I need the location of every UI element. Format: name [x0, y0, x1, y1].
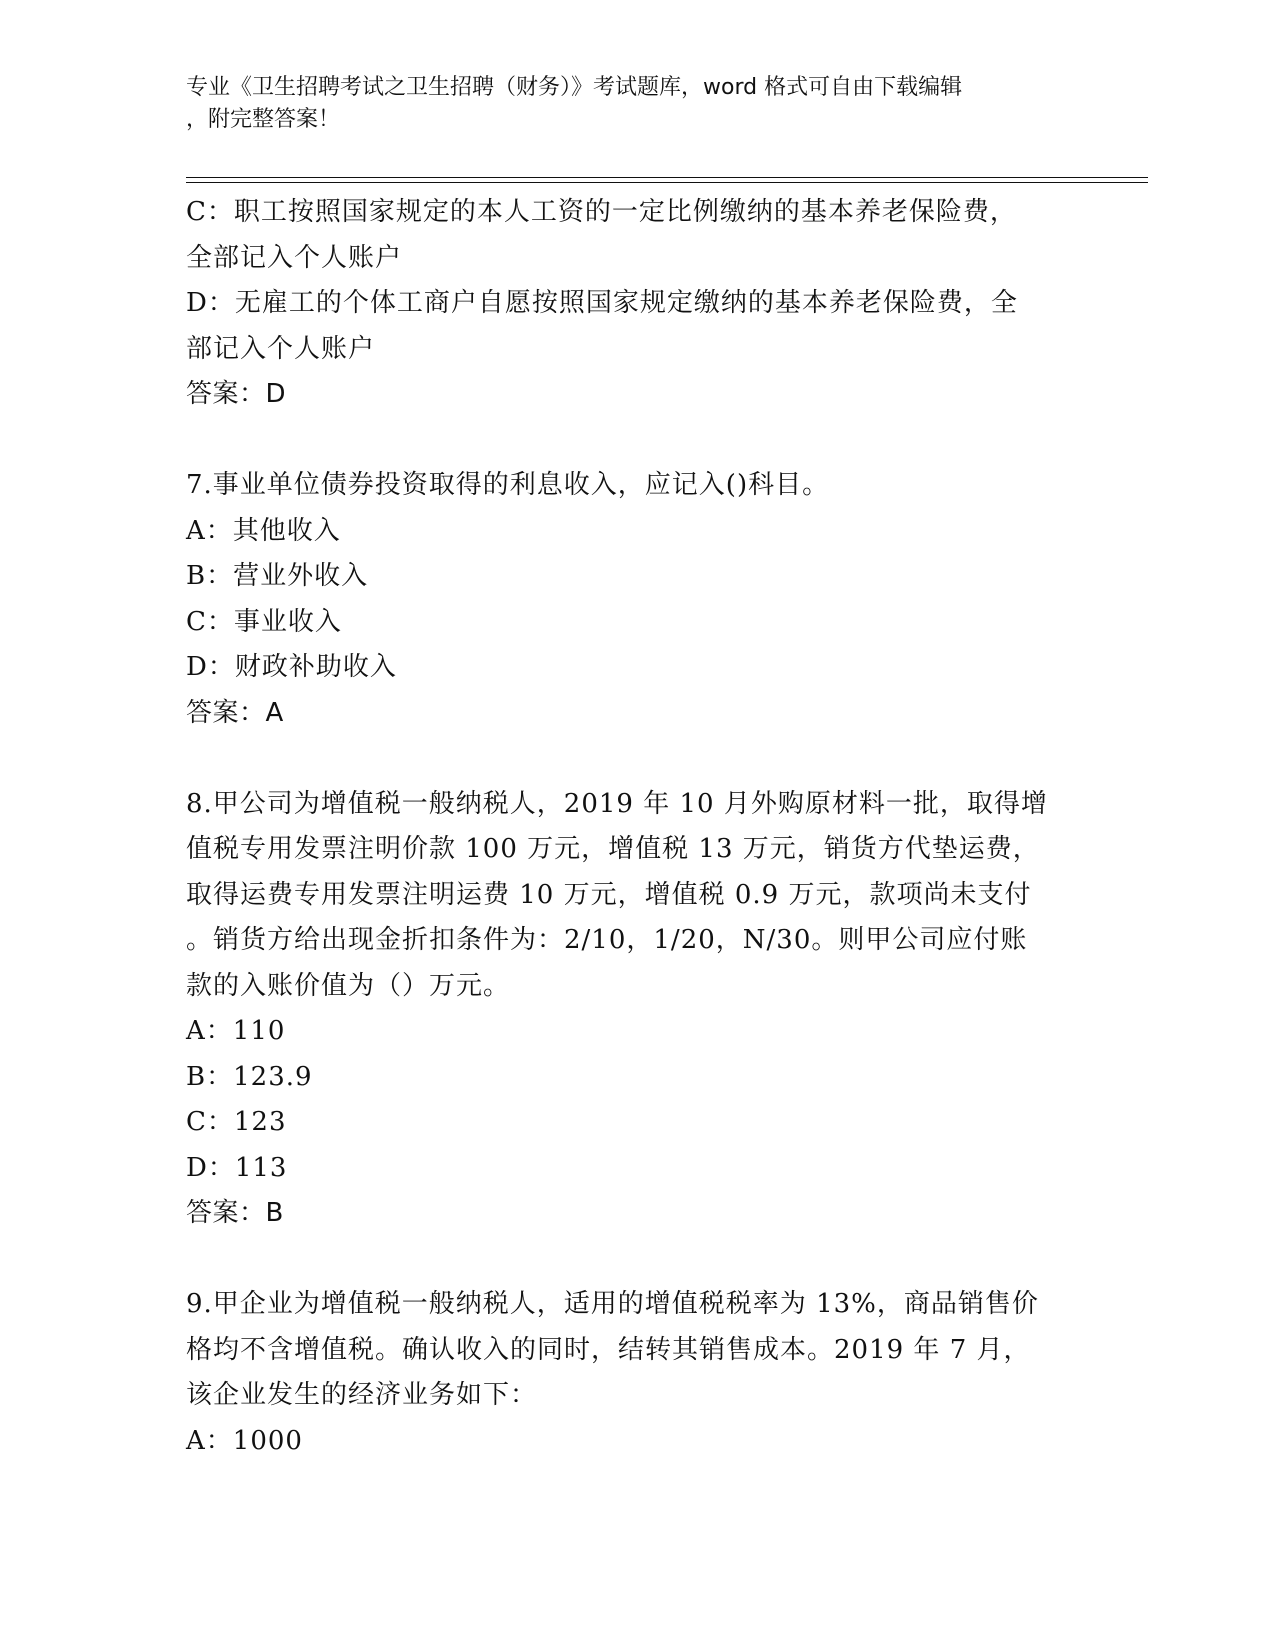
q6-answer: 答案：D: [186, 379, 287, 409]
document-header: [186, 72, 1066, 136]
spacer: [186, 1237, 1086, 1283]
question-8: [186, 782, 1086, 1237]
spacer: [186, 418, 1086, 464]
q9-option-a: A：1000: [186, 1425, 303, 1456]
question-list: [186, 190, 1086, 1464]
q8-stem-line-3: 取得运费专用发票注明运费 10 万元，增值税 0.9 万元，款项尚未支付: [186, 879, 1032, 910]
question-6: [186, 190, 1086, 418]
q6-option-d-line-1: D：无雇工的个体工商户自愿按照国家规定缴纳的基本养老保险费，全: [186, 288, 1018, 318]
q6-option-d-line-2: 部记入个人账户: [186, 333, 376, 364]
q7-option-b: B：营业外收入: [186, 561, 369, 591]
header-divider-bottom: [186, 182, 1148, 183]
q7-option-a: A：其他收入: [186, 515, 341, 546]
q7-stem: 7.事业单位债券投资取得的利息收入，应记入()科目。: [186, 470, 830, 500]
q6-option-c-line-2: 全部记入个人账户: [186, 242, 403, 273]
q9-stem-line-3: 该企业发生的经济业务如下：: [186, 1380, 538, 1410]
q8-stem-line-5: 款的入账价值为（）万元。: [186, 970, 511, 1001]
q7-option-d: D：财政补助收入: [186, 652, 397, 682]
header-line-1: 专业《卫生招聘考试之卫生招聘（财务）》考试题库，word 格式可自由下载编辑: [186, 75, 963, 100]
q8-stem-line-4: 。销货方给出现金折扣条件为：2/10，1/20，N/30。则甲公司应付账: [186, 925, 1028, 955]
q8-stem-line-1: 8.甲公司为增值税一般纳税人，2019 年 10 月外购原材料一批，取得增: [186, 788, 1048, 819]
q8-option-a: A：110: [186, 1016, 286, 1046]
q8-option-c: C：123: [186, 1107, 287, 1137]
q7-option-c: C：事业收入: [186, 606, 342, 637]
header-line-2: ，附完整答案！: [186, 107, 341, 132]
q7-answer: 答案：A: [186, 697, 284, 728]
question-7: [186, 463, 1086, 736]
q9-stem-line-1: 9.甲企业为增值税一般纳税人，适用的增值税税率为 13%，商品销售价: [186, 1289, 1039, 1319]
q9-stem-line-2: 格均不含增值税。确认收入的同时，结转其销售成本。2019 年 7 月，: [186, 1334, 1031, 1365]
question-9: [186, 1282, 1086, 1464]
q6-option-c-line-1: C：职工按照国家规定的本人工资的一定比例缴纳的基本养老保险费，: [186, 197, 1017, 227]
header-divider-top: [186, 177, 1148, 178]
q8-answer: 答案：B: [186, 1198, 284, 1228]
q8-stem-line-2: 值税专用发票注明价款 100 万元，增值税 13 万元，销货方代垫运费，: [186, 834, 1040, 864]
spacer: [186, 736, 1086, 782]
q8-option-d: D：113: [186, 1152, 288, 1183]
q8-option-b: B：123.9: [186, 1061, 313, 1092]
